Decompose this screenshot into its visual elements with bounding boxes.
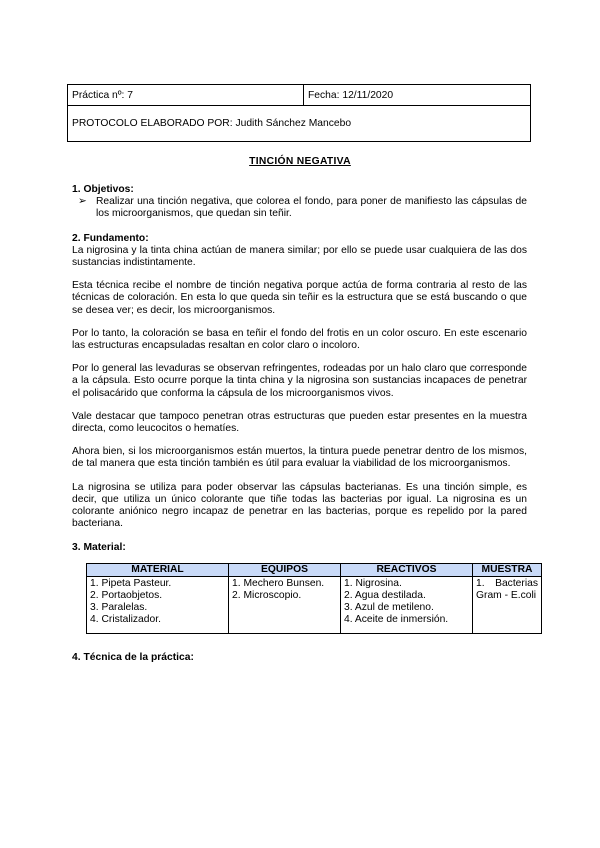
paragraph: Vale destacar que tampoco penetran otras estructuras que pueden estar presentes en la muestra directa, como leucocitos o hematíes.: [72, 410, 527, 435]
list-item: 4. Cristalizador.: [90, 614, 161, 626]
paragraph: La nigrosina se utiliza para poder observar las cápsulas bacterianas. Es una tinción simple, es decir, que utiliza un único colorante que tiñe todas las bacterias por igual. La nigrosina es un colorante aniónico negro incapaz de penetrar en las bacterias, porque es repelido por la pared bacteriana.: [72, 481, 527, 530]
header-table: [67, 84, 531, 142]
equipos-cell: [229, 576, 341, 633]
section-heading-tecnica: 4. Técnica de la práctica:: [72, 651, 194, 663]
column-header-material: MATERIAL: [87, 563, 229, 576]
list-item: 1. Nigrosina.: [344, 577, 402, 589]
material-table: [86, 563, 542, 634]
column-header-muestra: MUESTRA: [473, 563, 542, 576]
paragraph: Esta técnica recibe el nombre de tinción negativa porque actúa de forma contraria al resto de las técnicas de coloración. En esta lo que queda sin teñir es la estructura que se está buscando o que se desea ver; es decir, los microorganismos.: [72, 280, 527, 316]
practica-number: Práctica nº: 7: [68, 85, 304, 106]
protocol-author: PROTOCOLO ELABORADO POR: Judith Sánchez Mancebo: [68, 106, 531, 142]
list-item: 2. Portaobjetos.: [90, 590, 163, 602]
list-item: 1. Pipeta Pasteur.: [90, 577, 172, 589]
practice-date: Fecha: 12/11/2020: [304, 85, 531, 106]
list-item: 3. Azul de metileno.: [344, 602, 434, 614]
list-item: 4. Aceite de inmersión.: [344, 614, 449, 626]
list-item: 2. Agua destilada.: [344, 590, 426, 602]
column-header-equipos: EQUIPOS: [229, 563, 341, 576]
arrow-bullet-icon: ➢: [78, 196, 87, 208]
objective-text: Realizar una tinción negativa, que colorea el fondo, para poner de manifiesto las cápsulas de los microorganismos, que quedan sin teñir.: [96, 196, 527, 220]
muestra-cell: [473, 576, 542, 633]
list-item: 3. Paralelas.: [90, 602, 148, 614]
objective-item: [78, 196, 527, 220]
list-item: 1. Bacterias Gram - E.coli: [476, 577, 538, 602]
paragraph: La nigrosina y la tinta china actúan de manera similar; por ello se puede usar cualquiera de las dos sustancias indistintamente.: [72, 244, 527, 269]
paragraph: Por lo tanto, la coloración se basa en teñir el fondo del frotis en un color oscuro. En este escenario las estructuras encapsuladas resaltan en color claro o incoloro.: [72, 327, 527, 352]
list-item: 1. Mechero Bunsen.: [232, 577, 325, 589]
section-heading-material: 3. Material:: [72, 542, 126, 554]
document-title: TINCIÓN NEGATIVA: [249, 156, 351, 167]
list-item: 2. Microscopio.: [232, 590, 302, 602]
paragraph: Ahora bien, si los microorganismos están muertos, la tintura puede penetrar dentro de los mismos, de tal manera que esta tinción también es útil para evaluar la viabilidad de los microorganismos.: [72, 446, 527, 470]
material-cell: [87, 576, 229, 633]
paragraph: Por lo general las levaduras se observan refringentes, rodeadas por un halo claro que corresponde a la cápsula. Esto ocurre porque la tinta china y la nigrosina son sustancias incapaces de penetrar el polisacárido que conforma la cápsula de los microorganismos vivos.: [72, 363, 527, 399]
section-heading-objetivos: 1. Objetivos:: [72, 184, 134, 195]
section-heading-fundamento: 2. Fundamento:: [72, 232, 149, 244]
document-body: [72, 184, 538, 664]
reactivos-cell: [341, 576, 473, 633]
column-header-reactivos: REACTIVOS: [341, 563, 473, 576]
